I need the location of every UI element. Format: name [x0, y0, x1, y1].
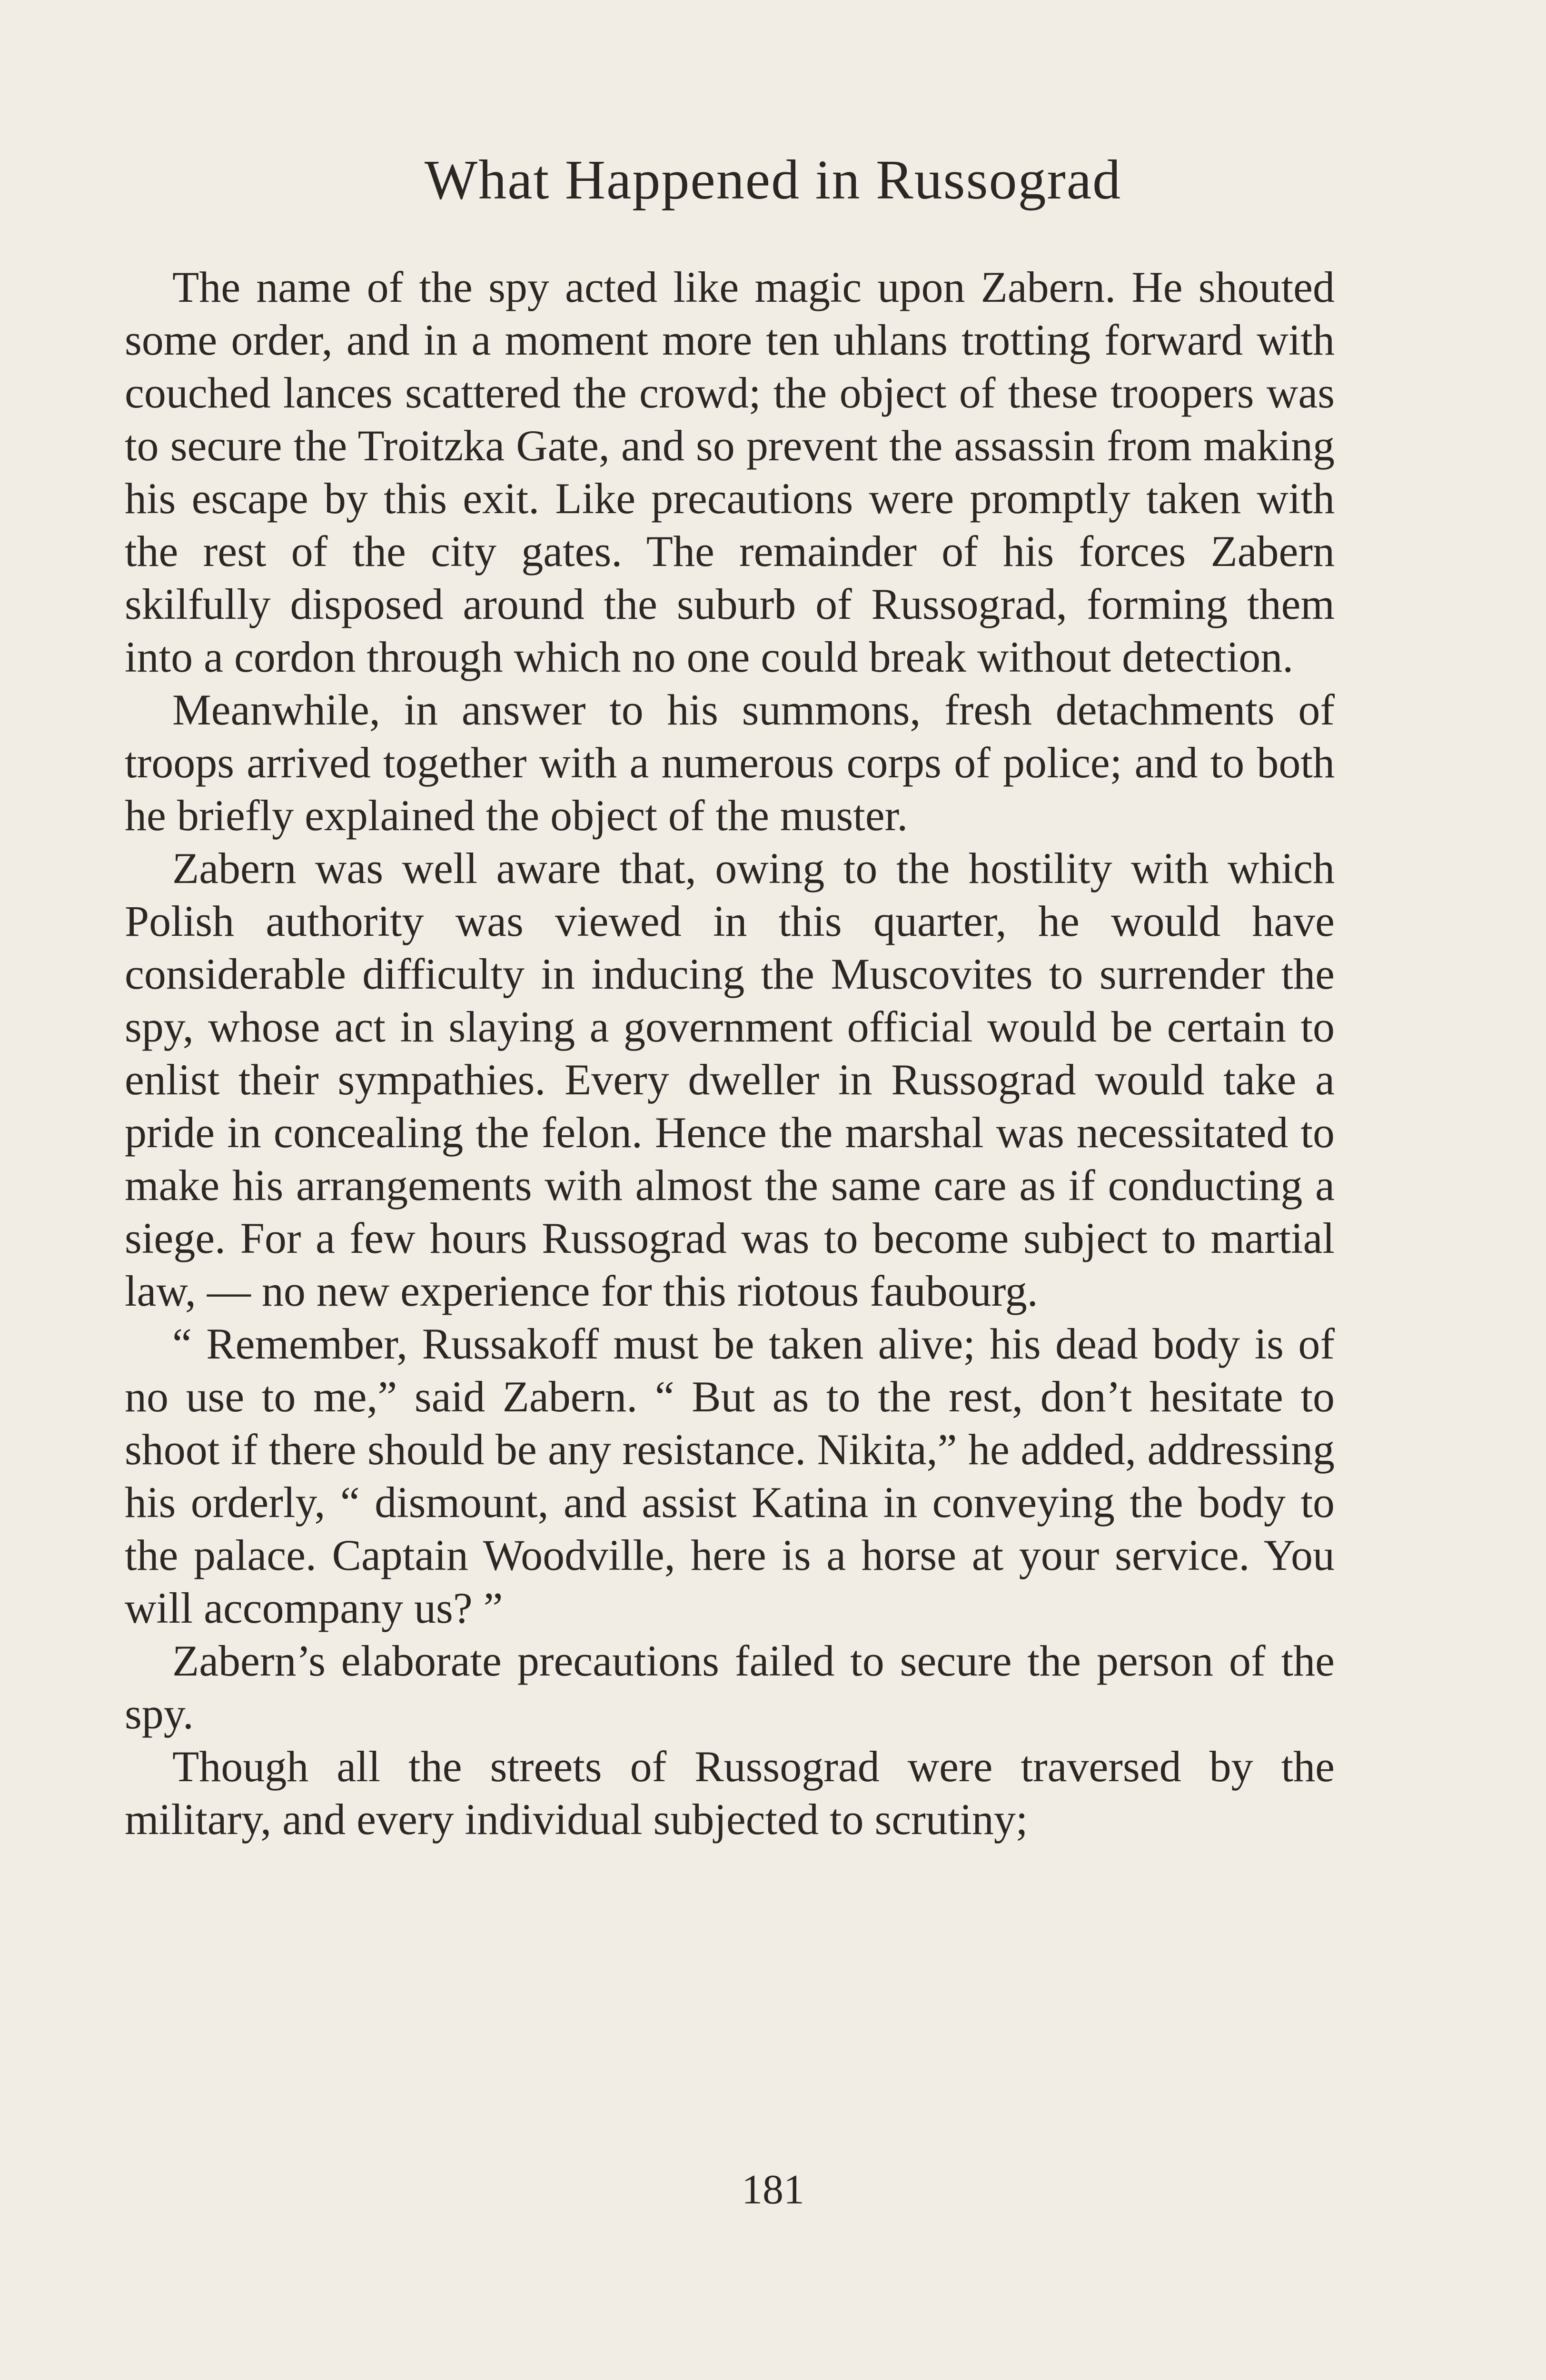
paragraph: Meanwhile, in answer to his summons, fresh detachments of troops arrived together with a numerous corps of police; and to both he briefly explained the object of the muster.: [125, 685, 1335, 840]
page-number: 181: [742, 2167, 804, 2213]
paragraph: Zabern was well aware that, owing to the hostility with which Polish authority was viewed in this quarter, he would have considerable difficulty in inducing the Muscovites to surrender the spy, whose act in slaying a government official would be certain to enlist their sympathies. Every dweller in Russograd would take a pride in concealing the felon. Hence the marshal was necessitated to make his arrangements with almost the same care as if conducting a siege. For a few hours Russograd was to become subject to martial law, — no new experience for this riotous faubourg.: [125, 844, 1335, 1315]
paragraph: “ Remember, Russakoff must be taken alive; his dead body is of no use to me,” said Zabern. “ But as to the rest, don’t hesitate to shoot if there should be any resistance. Nikita,” he added, addressing his orderly, “ dismount, and assist Katina in conveying the body to the palace. Captain Woodville, here is a horse at your service. You will accompany us? ”: [125, 1319, 1335, 1632]
paragraph: Though all the streets of Russograd were traversed by the military, and every individual subjected to scrutiny;: [125, 1742, 1335, 1844]
running-head: What Happened in Russograd: [424, 149, 1122, 211]
paragraph: Zabern’s elaborate precautions failed to secure the person of the spy.: [125, 1636, 1335, 1738]
paragraph: The name of the spy acted like magic upon Zabern. He shouted some order, and in a moment more ten uhlans trotting forward with couched lances scattered the crowd; the object of these troopers was to secure the Troitzka Gate, and so prevent the assassin from making his escape by this exit. Like precautions were promptly taken with the rest of the city gates. The remainder of his forces Zabern skilfully disposed around the suburb of Russograd, forming them into a cordon through which no one could break without detection.: [125, 263, 1335, 681]
body-text: [125, 261, 1335, 1846]
